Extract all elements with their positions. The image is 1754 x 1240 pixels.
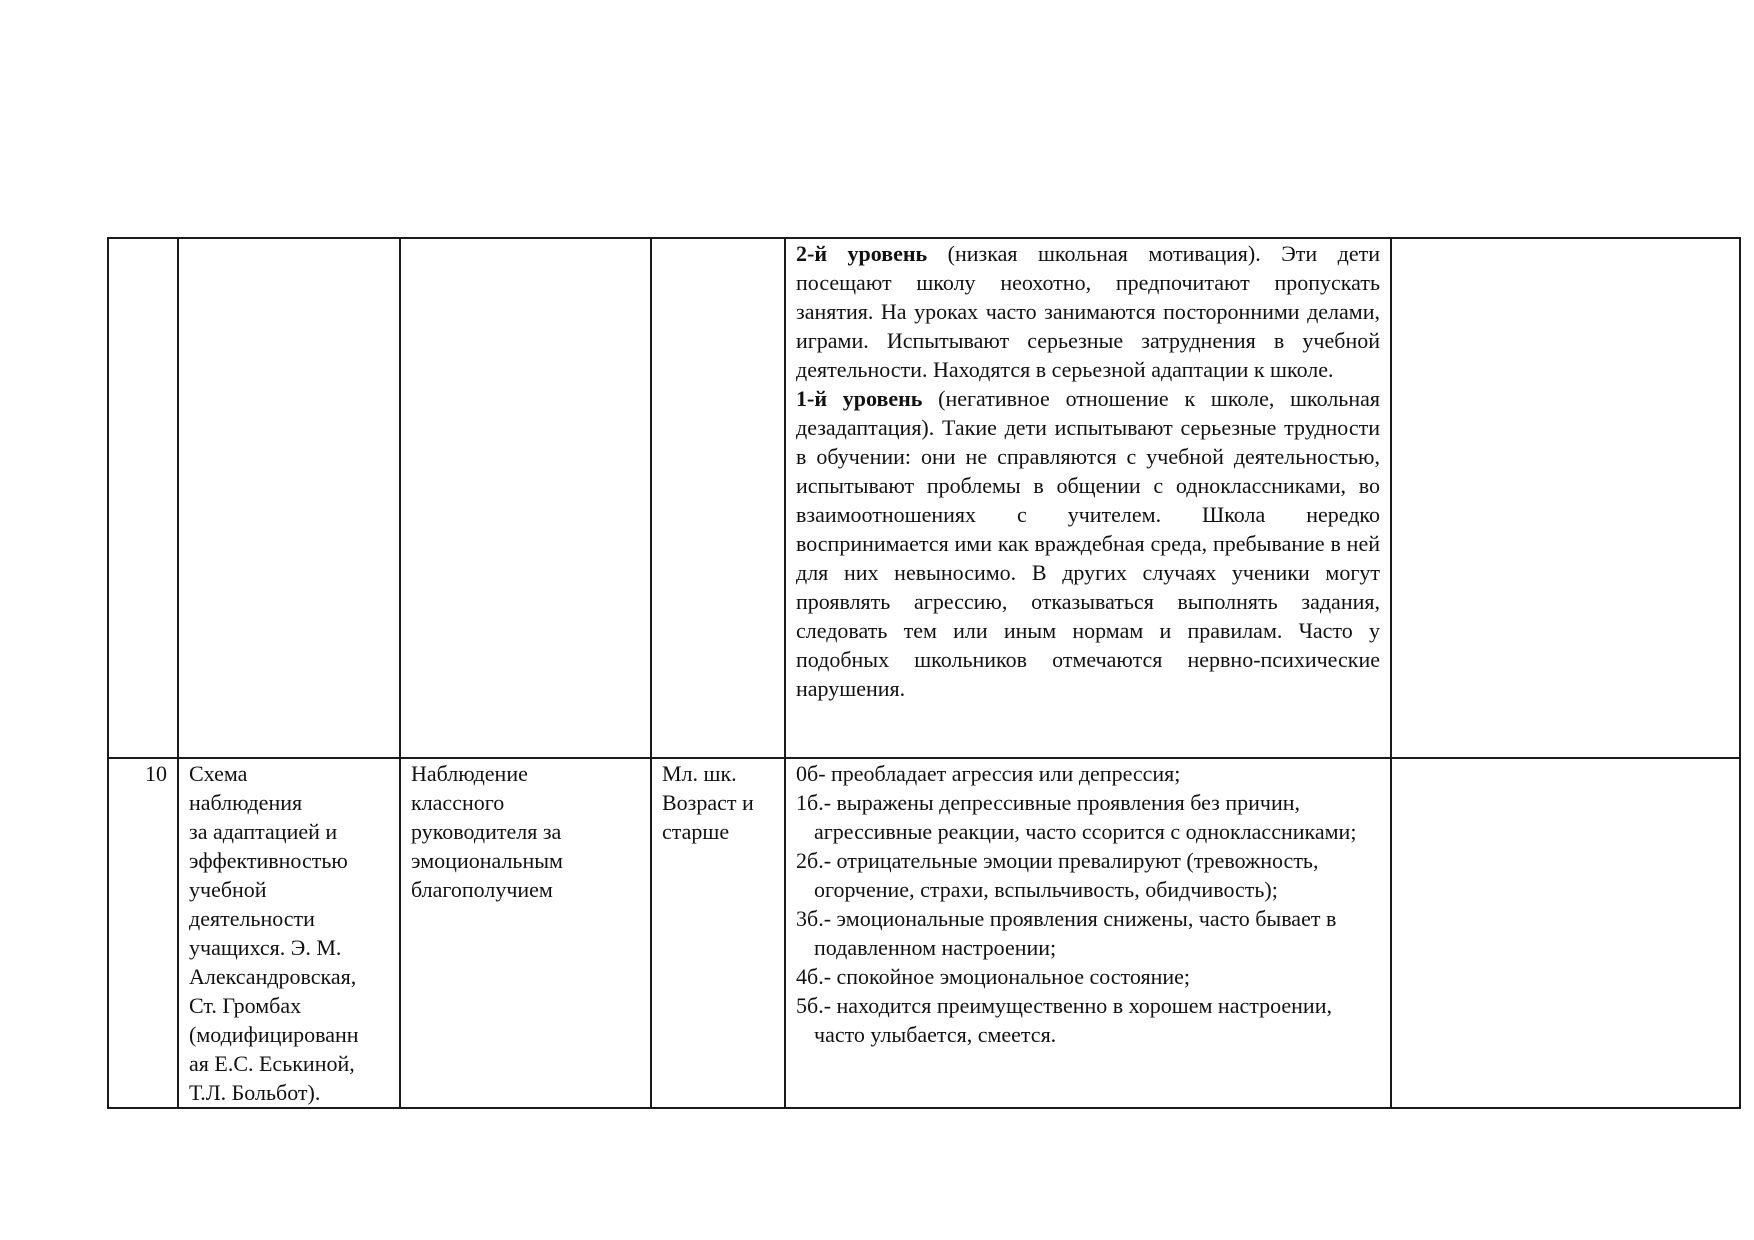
purpose-line: благополучием [411,877,553,902]
method-line: учащихся. Э. М. [189,935,342,960]
description-cell [785,238,1391,758]
age-cell [651,758,785,1108]
purpose-line: классного [411,790,505,815]
level-2-title: 2-й уровень [796,241,928,266]
row-number: 10 [145,761,167,786]
method-cell [178,238,400,758]
method-line: за адаптацией и [189,819,338,844]
table-row [108,238,1740,758]
scores-cell [785,758,1391,1108]
age-cell [651,238,785,758]
number-cell [108,238,178,758]
purpose-cell [400,238,651,758]
level-2-text: (низкая школьная мотивация). Эти дети посещают школу неохотно, предпочитают пропускать занятия. На уроках часто занимаются посторонними делами, играми. Испытывают серьезные затруднения в учебной деятельности. Находятся в серьезной адаптации к школе. [796,241,1380,382]
level-2-paragraph [796,239,1380,384]
purpose-line: Наблюдение [411,761,528,786]
method-line: Схема [189,761,248,786]
method-line: Ст. Громбах [189,993,302,1018]
level-1-paragraph [796,384,1380,703]
notes-cell [1391,758,1740,1108]
score-item: 1б.- выражены депрессивные проявления без причин, агрессивные реакции, часто ссорится с одноклассниками; [796,790,1357,844]
method-line: Александровская, [189,964,357,989]
purpose-line: эмоциональным [411,848,563,873]
score-item: 0б- преобладает агрессия или депрессия; [796,761,1181,786]
score-item: 5б.- находится преимущественно в хорошем настроении, часто улыбается, смеется. [796,993,1332,1047]
table-row [108,758,1740,1108]
methods-table [107,237,1741,1109]
method-line: (модифицированн [189,1022,359,1047]
level-1-title: 1-й уровень [796,386,923,411]
method-line: учебной [189,877,267,902]
level-1-text: (негативное отношение к школе, школьная дезадаптация). Такие дети испытывают серьезные трудности в обучении: они не справляются с учебной деятельностью, испытывают проблемы в общении с одноклассниками, во взаимоотношениях с учителем. Школа нередко воспринимается ими как враждебная среда, пребывание в ней для них невыносимо. В других случаях ученики могут проявлять агрессию, отказываться выполнять задания, следовать тем или иным нормам и правилам. Часто у подобных школьников отмечаются нервно-психические нарушения. [796,386,1380,701]
purpose-cell [400,758,651,1108]
method-line: Т.Л. Больбот). [189,1080,321,1105]
score-item: 4б.- спокойное эмоциональное состояние; [796,964,1191,989]
method-line: наблюдения [189,790,303,815]
method-cell [178,758,400,1108]
score-item: 3б.- эмоциональные проявления снижены, часто бывает в подавленном настроении; [796,906,1337,960]
method-line: деятельности [189,906,315,931]
age-line: Мл. шк. [662,761,737,786]
purpose-line: руководителя за [411,819,562,844]
age-line: старше [662,819,730,844]
notes-cell [1391,238,1740,758]
method-line: эффективностью [189,848,348,873]
method-line: ая Е.С. Еськиной, [189,1051,355,1076]
number-cell [108,758,178,1108]
age-line: Возраст и [662,790,754,815]
score-item: 2б.- отрицательные эмоции превалируют (тревожность, огорчение, страхи, вспыльчивость, обидчивость); [796,848,1319,902]
